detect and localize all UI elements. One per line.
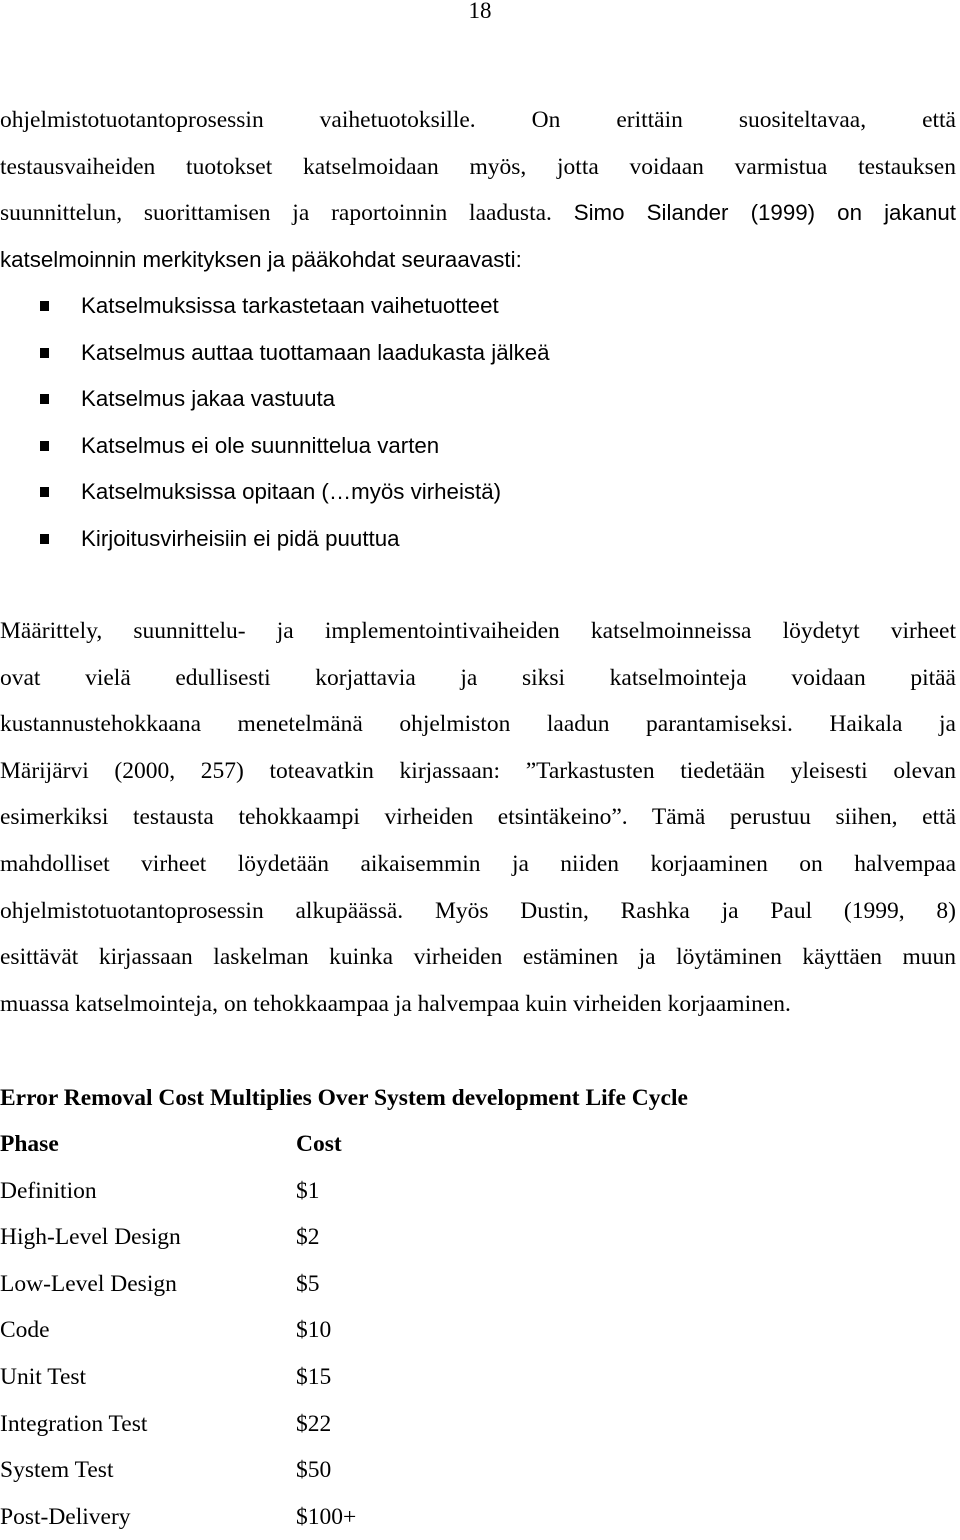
- paragraph-line: ohjelmistotuotantoprosessin alkupäässä. Myös Dustin, Rashka ja Paul (1999, 8): [0, 897, 956, 924]
- list-item: [0, 376, 550, 423]
- paragraph-text-sans: Simo Silander (1999) on jakanut: [573, 200, 956, 226]
- header-cost: Cost: [296, 1131, 342, 1157]
- paragraph-line: muassa katselmointeja, on tehokkaampaa ja halvempaa kuin virheiden korjaaminen.: [0, 990, 791, 1017]
- paragraph-line: esittävät kirjassaan laskelman kuinka virheiden estäminen ja löytäminen käyttäen muun: [0, 944, 956, 971]
- phase-cell: Unit Test: [0, 1363, 87, 1390]
- list-item: [0, 423, 550, 470]
- table-row: [0, 1354, 356, 1401]
- paragraph-line: katselmoinnin merkityksen ja pääkohdat seuraavasti:: [0, 246, 522, 272]
- list-item: [0, 469, 550, 516]
- table-header-row: [0, 1121, 356, 1168]
- square-bullet-icon: [40, 534, 49, 544]
- table-row: [0, 1261, 356, 1308]
- cost-cell: $10: [296, 1317, 332, 1344]
- paragraph-line: ovat vielä edullisesti korjattavia ja siksi katselmointeja voidaan pitää: [0, 664, 956, 691]
- phase-cell: Low-Level Design: [0, 1270, 177, 1297]
- square-bullet-icon: [40, 394, 49, 404]
- list-item-text: Katselmus jakaa vastuuta: [81, 386, 336, 412]
- paragraph-line: esimerkiksi testausta tehokkaampi virheiden etsintäkeino”. Tämä perustuu siihen, että: [0, 804, 956, 831]
- square-bullet-icon: [40, 301, 49, 311]
- table-row: [0, 1168, 356, 1215]
- paragraph-line: mahdolliset virheet löydetään aikaisemmin ja niiden korjaaminen on halvempaa: [0, 850, 956, 877]
- phase-cell: Integration Test: [0, 1410, 148, 1437]
- cost-cell: $15: [296, 1363, 332, 1390]
- cost-cell: $1: [296, 1177, 320, 1204]
- page-number: 18: [468, 0, 492, 23]
- header-phase: Phase: [0, 1131, 59, 1157]
- table-row: [0, 1401, 356, 1448]
- paragraph-reviews: [0, 608, 956, 1027]
- list-item: [0, 516, 550, 563]
- list-item-text: Kirjoitusvirheisiin ei pidä puuttua: [81, 525, 400, 551]
- paragraph-line: [0, 190, 956, 237]
- cost-cell: $5: [296, 1270, 320, 1297]
- list-item: [0, 283, 550, 330]
- paragraph-line: Määrittely, suunnittelu- ja implementointivaiheiden katselmoinneissa löydetyt virheet: [0, 618, 956, 644]
- cost-cell: $100+: [296, 1503, 357, 1530]
- paragraph-intro: [0, 97, 956, 283]
- cost-cell: $50: [296, 1457, 332, 1484]
- table-row: [0, 1494, 356, 1540]
- phase-cell: Post-Delivery: [0, 1503, 131, 1530]
- cost-cell: $22: [296, 1410, 332, 1437]
- phase-cell: Code: [0, 1317, 50, 1344]
- table-row: [0, 1214, 356, 1261]
- paragraph-line: testausvaiheiden tuotokset katselmoidaan myös, jotta voidaan varmistua testauksen: [0, 153, 956, 180]
- table-title: Error Removal Cost Multiplies Over System development Life Cycle: [0, 1085, 688, 1111]
- paragraph-text-serif: suunnittelun, suorittamisen ja raportoinnin laadusta.: [0, 200, 574, 227]
- paragraph-line: ohjelmistotuotantoprosessin vaihetuotoksille. On erittäin suositeltavaa, että: [0, 107, 956, 133]
- table-row: [0, 1307, 356, 1354]
- bullet-list: [0, 283, 550, 563]
- cost-table: [0, 1121, 356, 1540]
- phase-cell: High-Level Design: [0, 1224, 181, 1251]
- phase-cell: System Test: [0, 1457, 114, 1484]
- list-item-text: Katselmus auttaa tuottamaan laadukasta jälkeä: [81, 339, 550, 365]
- square-bullet-icon: [40, 487, 49, 497]
- square-bullet-icon: [40, 441, 49, 451]
- list-item-text: Katselmuksissa opitaan (…myös virheistä): [81, 479, 502, 505]
- paragraph-line: Märijärvi (2000, 257) toteavatkin kirjassaan: ”Tarkastusten tiedetään yleisesti olevan: [0, 757, 956, 784]
- list-item-text: Katselmuksissa tarkastetaan vaihetuotteet: [81, 293, 499, 318]
- square-bullet-icon: [40, 348, 49, 358]
- cost-cell: $2: [296, 1224, 320, 1251]
- list-item: [0, 330, 550, 377]
- table-row: [0, 1447, 356, 1494]
- list-item-text: Katselmus ei ole suunnittelua varten: [81, 432, 440, 458]
- phase-cell: Definition: [0, 1177, 97, 1204]
- paragraph-line: kustannustehokkaana menetelmänä ohjelmiston laadun parantamiseksi. Haikala ja: [0, 711, 956, 738]
